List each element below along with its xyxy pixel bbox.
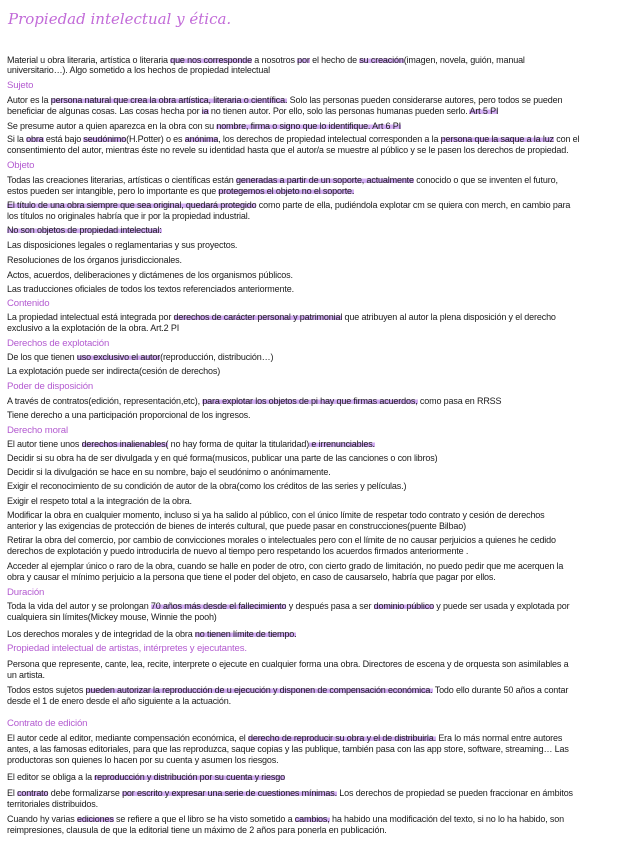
text-line bbox=[7, 788, 631, 799]
text-segment: Exigir el reconocimiento de su condición de autor de la obra(como los créditos de las series y películas.) bbox=[7, 481, 407, 491]
text-line bbox=[7, 366, 631, 377]
text-segment: , los derechos de propiedad intelectual corresponden a la bbox=[218, 134, 441, 144]
text-segment: Contrato de edición bbox=[7, 718, 88, 729]
text-line bbox=[7, 284, 631, 295]
section-heading bbox=[7, 338, 631, 349]
text-segment: territoriales distribuidos. bbox=[7, 799, 98, 809]
text-segment: Propiedad intelectual de artistas, intérpretes y ejecutantes. bbox=[7, 643, 247, 654]
text-line bbox=[7, 685, 631, 696]
text-line bbox=[7, 572, 631, 583]
highlighted-text: derecho de reproducir su obra y el de distribuirla. bbox=[248, 733, 436, 743]
text-segment: Modificar la obra en cualquier momento, incluso si ya ha salido al público, con el único límite de respetar todo contrato y cesión de derechos bbox=[7, 510, 545, 520]
text-segment: (imagen, novela, guión, manual bbox=[403, 55, 525, 65]
section-heading bbox=[7, 298, 631, 309]
text-segment: Objeto bbox=[7, 160, 35, 171]
text-line bbox=[7, 106, 631, 117]
text-line bbox=[7, 744, 631, 755]
section-heading bbox=[7, 643, 631, 654]
text-line bbox=[7, 521, 631, 532]
text-line bbox=[7, 200, 631, 211]
text-segment: consentimiento del autor, mientras éste no revele su identidad hasta que el autor/a se muestre al público y se le pasen los derechos de propiedad. bbox=[7, 145, 569, 155]
text-segment: como pasa en RRSS bbox=[417, 396, 502, 406]
text-segment: debe formalizarse bbox=[48, 788, 123, 798]
text-segment: estos pueden ser intangible, pero lo importante es que bbox=[7, 186, 219, 196]
text-line bbox=[7, 467, 631, 478]
text-segment: La propiedad intelectual está integrada por bbox=[7, 312, 174, 322]
text-segment: Duración bbox=[7, 587, 45, 598]
text-line bbox=[7, 825, 631, 836]
highlighted-text: generadas a partir de un soporte, actualmente bbox=[236, 175, 414, 185]
highlighted-text: cambios, bbox=[294, 814, 330, 824]
text-segment: derechos de explotación y puedo introducirla de nuevo al tiempo pero respetando los acuerdos firmados anteriormente . bbox=[7, 546, 469, 556]
text-segment: Retirar la obra del comercio, por cambio de convicciones morales o intelectuales pero con el límite de no causar perjuicios a quienes he cedido bbox=[7, 535, 556, 545]
text-line bbox=[7, 95, 631, 106]
text-segment: anterior y las exigencias de protección de bienes de interés cultural, que puede pasar en construcciones(puente Bilbao) bbox=[7, 521, 466, 531]
highlighted-text: contrato bbox=[17, 788, 49, 798]
highlighted-text: e irrenunciables. bbox=[309, 439, 375, 449]
text-line bbox=[7, 175, 631, 186]
text-line bbox=[7, 612, 631, 623]
text-segment: (reproducción, distribución…) bbox=[160, 352, 274, 362]
text-segment: Las disposiciones legales o reglamentarias y sus proyectos. bbox=[7, 240, 238, 250]
text-segment: obra y causar el mínimo perjuicio a la persona que tiene el poder del objeto, en caso de causarselo, habría que pagar por ellos. bbox=[7, 572, 496, 582]
text-line bbox=[7, 481, 631, 492]
section-heading bbox=[7, 80, 631, 91]
text-line bbox=[7, 799, 631, 810]
text-segment: Toda la vida del autor y se prolongan bbox=[7, 601, 151, 611]
text-line bbox=[7, 352, 631, 363]
text-segment: Acceder al ejemplar único o raro de la obra, cuando se halle en poder de otro, con cierto grado de limitación, no puedo pedir que me acerquen la bbox=[7, 561, 564, 571]
highlighted-text: ediciones bbox=[77, 814, 114, 824]
text-segment: Cuando hy varias bbox=[7, 814, 77, 824]
text-line bbox=[7, 240, 631, 251]
text-line bbox=[7, 755, 631, 766]
text-segment: Si la bbox=[7, 134, 27, 144]
text-segment: Actos, acuerdos, deliberaciones y dictámenes de los organismos públicos. bbox=[7, 270, 293, 280]
text-segment: que atribuyen al autor la plena disposición y el derecho bbox=[342, 312, 556, 322]
highlighted-text: su creación bbox=[359, 55, 404, 65]
highlighted-text: No son objetos de propiedad intelectual: bbox=[7, 225, 162, 235]
text-segment: El autor cede al editor, mediante compensación económica, el bbox=[7, 733, 248, 743]
highlighted-text: no tienen límite de tiempo. bbox=[194, 629, 297, 639]
text-segment: con el bbox=[553, 134, 580, 144]
section-heading bbox=[7, 425, 631, 436]
highlighted-text: reproducción y distribución por su cuenta y riesgo bbox=[94, 772, 285, 782]
text-segment: beneficiar de algunas cosas. Las cosas hecha por bbox=[7, 106, 202, 116]
text-segment: se refiere a que el libro se ha visto sometido a bbox=[113, 814, 295, 824]
text-segment: Persona que represente, cante, lea, recite, interprete o ejecute en cualquier forma una obra. Directores de escena y de orquesta son asimilables a bbox=[7, 659, 569, 669]
highlighted-text: para explotar los objetos de pi hay que firmas acuerdos, bbox=[202, 396, 418, 406]
text-line bbox=[7, 535, 631, 546]
text-segment: Derechos de explotación bbox=[7, 338, 110, 349]
text-segment: Autor es la bbox=[7, 95, 51, 105]
text-segment: Todo ello durante 50 años a contar bbox=[432, 685, 569, 695]
highlighted-text: El título de una obra siempre que sea original, quedará protegido bbox=[7, 200, 257, 210]
highlighted-text: uso exclusivo el autor bbox=[76, 352, 161, 362]
text-segment: Contenido bbox=[7, 298, 50, 309]
highlighted-text: persona que la saque a la luz bbox=[440, 134, 554, 144]
text-line bbox=[7, 270, 631, 281]
text-line bbox=[7, 145, 631, 156]
text-segment: a nosotros bbox=[251, 55, 298, 65]
text-line bbox=[7, 510, 631, 521]
text-segment: A través de contratos(edición, representación,etc), bbox=[7, 396, 203, 406]
text-segment: un artista. bbox=[7, 670, 45, 680]
text-segment: Sujeto bbox=[7, 80, 34, 91]
section-heading bbox=[7, 587, 631, 598]
highlighted-text: ia bbox=[201, 106, 209, 116]
text-line bbox=[7, 696, 631, 707]
text-segment: conocido o que se inventen el futuro, bbox=[413, 175, 558, 185]
text-segment: está bajo bbox=[43, 134, 84, 144]
text-segment: como parte de ella, pudiéndola explotar cm se quiera con merch, en cambio para bbox=[256, 200, 571, 210]
text-segment: ha habido una modificación del texto, si no lo ha habido, son bbox=[329, 814, 564, 824]
text-segment: los títulos no originales habría que ir por la propiedad industrial. bbox=[7, 211, 250, 221]
text-segment: Exigir el respeto total a la integración de la obra. bbox=[7, 496, 192, 506]
highlighted-text: que nos corresponde bbox=[170, 55, 252, 65]
text-segment: exclusivo a la explotación de la obra. Art.2 PI bbox=[7, 323, 180, 333]
text-segment: y puede ser usada y explotada por bbox=[433, 601, 570, 611]
text-segment: antes, a las famosas editoriales, para que las reproduzca, saque copias y las publique, también pasa con las app store, software, streaming… Las bbox=[7, 744, 569, 754]
highlighted-text: por escrito y expresar una serie de cuestiones mínimas. bbox=[122, 788, 337, 798]
text-line bbox=[7, 814, 631, 825]
text-line bbox=[7, 670, 631, 681]
highlighted-text: pueden autorizar la reproducción de u ejecución y disponen de compensación económica. bbox=[85, 685, 433, 695]
highlighted-text: persona natural que crea la obra artística, literaria o científica. bbox=[50, 95, 288, 105]
highlighted-text: dominio público bbox=[373, 601, 434, 611]
text-segment: cualquiera sin límites(Mickey mouse, Winnie the pooh) bbox=[7, 612, 217, 622]
text-line bbox=[7, 65, 631, 76]
text-line bbox=[7, 211, 631, 222]
text-segment: La explotación puede ser indirecta(cesión de derechos) bbox=[7, 366, 221, 376]
text-line bbox=[7, 601, 631, 612]
text-line bbox=[7, 629, 631, 640]
highlighted-text: seudónimo bbox=[83, 134, 127, 144]
highlighted-text: por bbox=[297, 55, 310, 65]
text-segment: El editor se obliga a la bbox=[7, 772, 95, 782]
text-line bbox=[7, 255, 631, 266]
text-line bbox=[7, 496, 631, 507]
text-line bbox=[7, 186, 631, 197]
text-segment: Solo las personas pueden considerarse autores, pero todos se pueden bbox=[287, 95, 563, 105]
section-heading bbox=[7, 718, 631, 729]
text-line bbox=[7, 659, 631, 670]
text-segment: Decidir si la divulgación se hace en su nombre, bajo el seudónimo o anónimamente. bbox=[7, 467, 331, 477]
text-segment: y después pasa a ser bbox=[286, 601, 374, 611]
text-line bbox=[7, 733, 631, 744]
text-segment: Se presume autor a quien aparezca en la obra con su bbox=[7, 121, 217, 131]
text-line bbox=[7, 396, 631, 407]
text-segment: Poder de disposición bbox=[7, 381, 94, 392]
text-line bbox=[7, 772, 631, 783]
text-segment: no hay forma de quitar la titularidad) bbox=[168, 439, 310, 449]
text-segment: Las traducciones oficiales de todos los textos referenciados anteriormente. bbox=[7, 284, 294, 294]
highlighted-text: derechos de carácter personal y patrimonial bbox=[173, 312, 343, 322]
text-line bbox=[7, 225, 631, 236]
highlighted-text: protegemos el objeto no el soporte. bbox=[218, 186, 355, 196]
text-segment: Decidir si su obra ha de ser divulgada y en qué forma(musicos, publicar una parte de las canciones o con libros) bbox=[7, 453, 438, 463]
page-title: Propiedad intelectual y ética. bbox=[8, 10, 232, 28]
text-segment: productoras son quienes lo hacen por su cuenta y asumen los riesgos. bbox=[7, 755, 279, 765]
highlighted-text: derechos inalienables( bbox=[81, 439, 169, 449]
text-segment: universitario…). Algo sometido a los hechos de propiedad intelectual bbox=[7, 65, 270, 75]
text-line bbox=[7, 323, 631, 334]
text-segment: no tienen autor. Por ello, solo las personas humanas pueden serlo. bbox=[208, 106, 470, 116]
highlighted-text: anónima bbox=[184, 134, 219, 144]
text-segment: desde el 1 de enero desde el año siguiente a la actuación. bbox=[7, 696, 231, 706]
text-segment: reimpresiones, clausula de que la editorial tiene un máximo de 2 años para ponerla en publicación. bbox=[7, 825, 387, 835]
text-line bbox=[7, 312, 631, 323]
highlighted-text: Art 5 PI bbox=[469, 106, 499, 116]
text-segment: Todas las creaciones literarias, artísticas o científicas están bbox=[7, 175, 237, 185]
highlighted-text: nombre, firma o signo que lo identifique. Art 6 PI bbox=[216, 121, 401, 131]
text-segment: el hecho de bbox=[309, 55, 360, 65]
text-segment: Material u obra literaria, artística o literaria bbox=[7, 55, 171, 65]
text-line bbox=[7, 439, 631, 450]
text-segment: (H.Potter) o es bbox=[126, 134, 185, 144]
highlighted-text: obra bbox=[26, 134, 44, 144]
text-line bbox=[7, 121, 631, 132]
text-segment: De los que tienen bbox=[7, 352, 77, 362]
text-segment: Derecho moral bbox=[7, 425, 68, 436]
text-line bbox=[7, 546, 631, 557]
text-line bbox=[7, 134, 631, 145]
text-segment: El bbox=[7, 788, 18, 798]
text-segment: Tiene derecho a una participación proporcional de los ingresos. bbox=[7, 410, 251, 420]
section-heading bbox=[7, 381, 631, 392]
text-segment: Los derechos de propiedad se pueden fraccionar en ámbitos bbox=[336, 788, 573, 798]
text-segment: Todos estos sujetos bbox=[7, 685, 86, 695]
text-segment: Los derechos morales y de integridad de la obra bbox=[7, 629, 195, 639]
section-heading bbox=[7, 160, 631, 171]
text-segment: El autor tiene unos bbox=[7, 439, 82, 449]
text-segment: Resoluciones de los órganos jurisdiccionales. bbox=[7, 255, 182, 265]
text-line bbox=[7, 561, 631, 572]
highlighted-text: 70 años más desde el fallecimiento bbox=[150, 601, 287, 611]
text-line bbox=[7, 453, 631, 464]
text-line bbox=[7, 410, 631, 421]
text-segment: Era lo más normal entre autores bbox=[435, 733, 563, 743]
